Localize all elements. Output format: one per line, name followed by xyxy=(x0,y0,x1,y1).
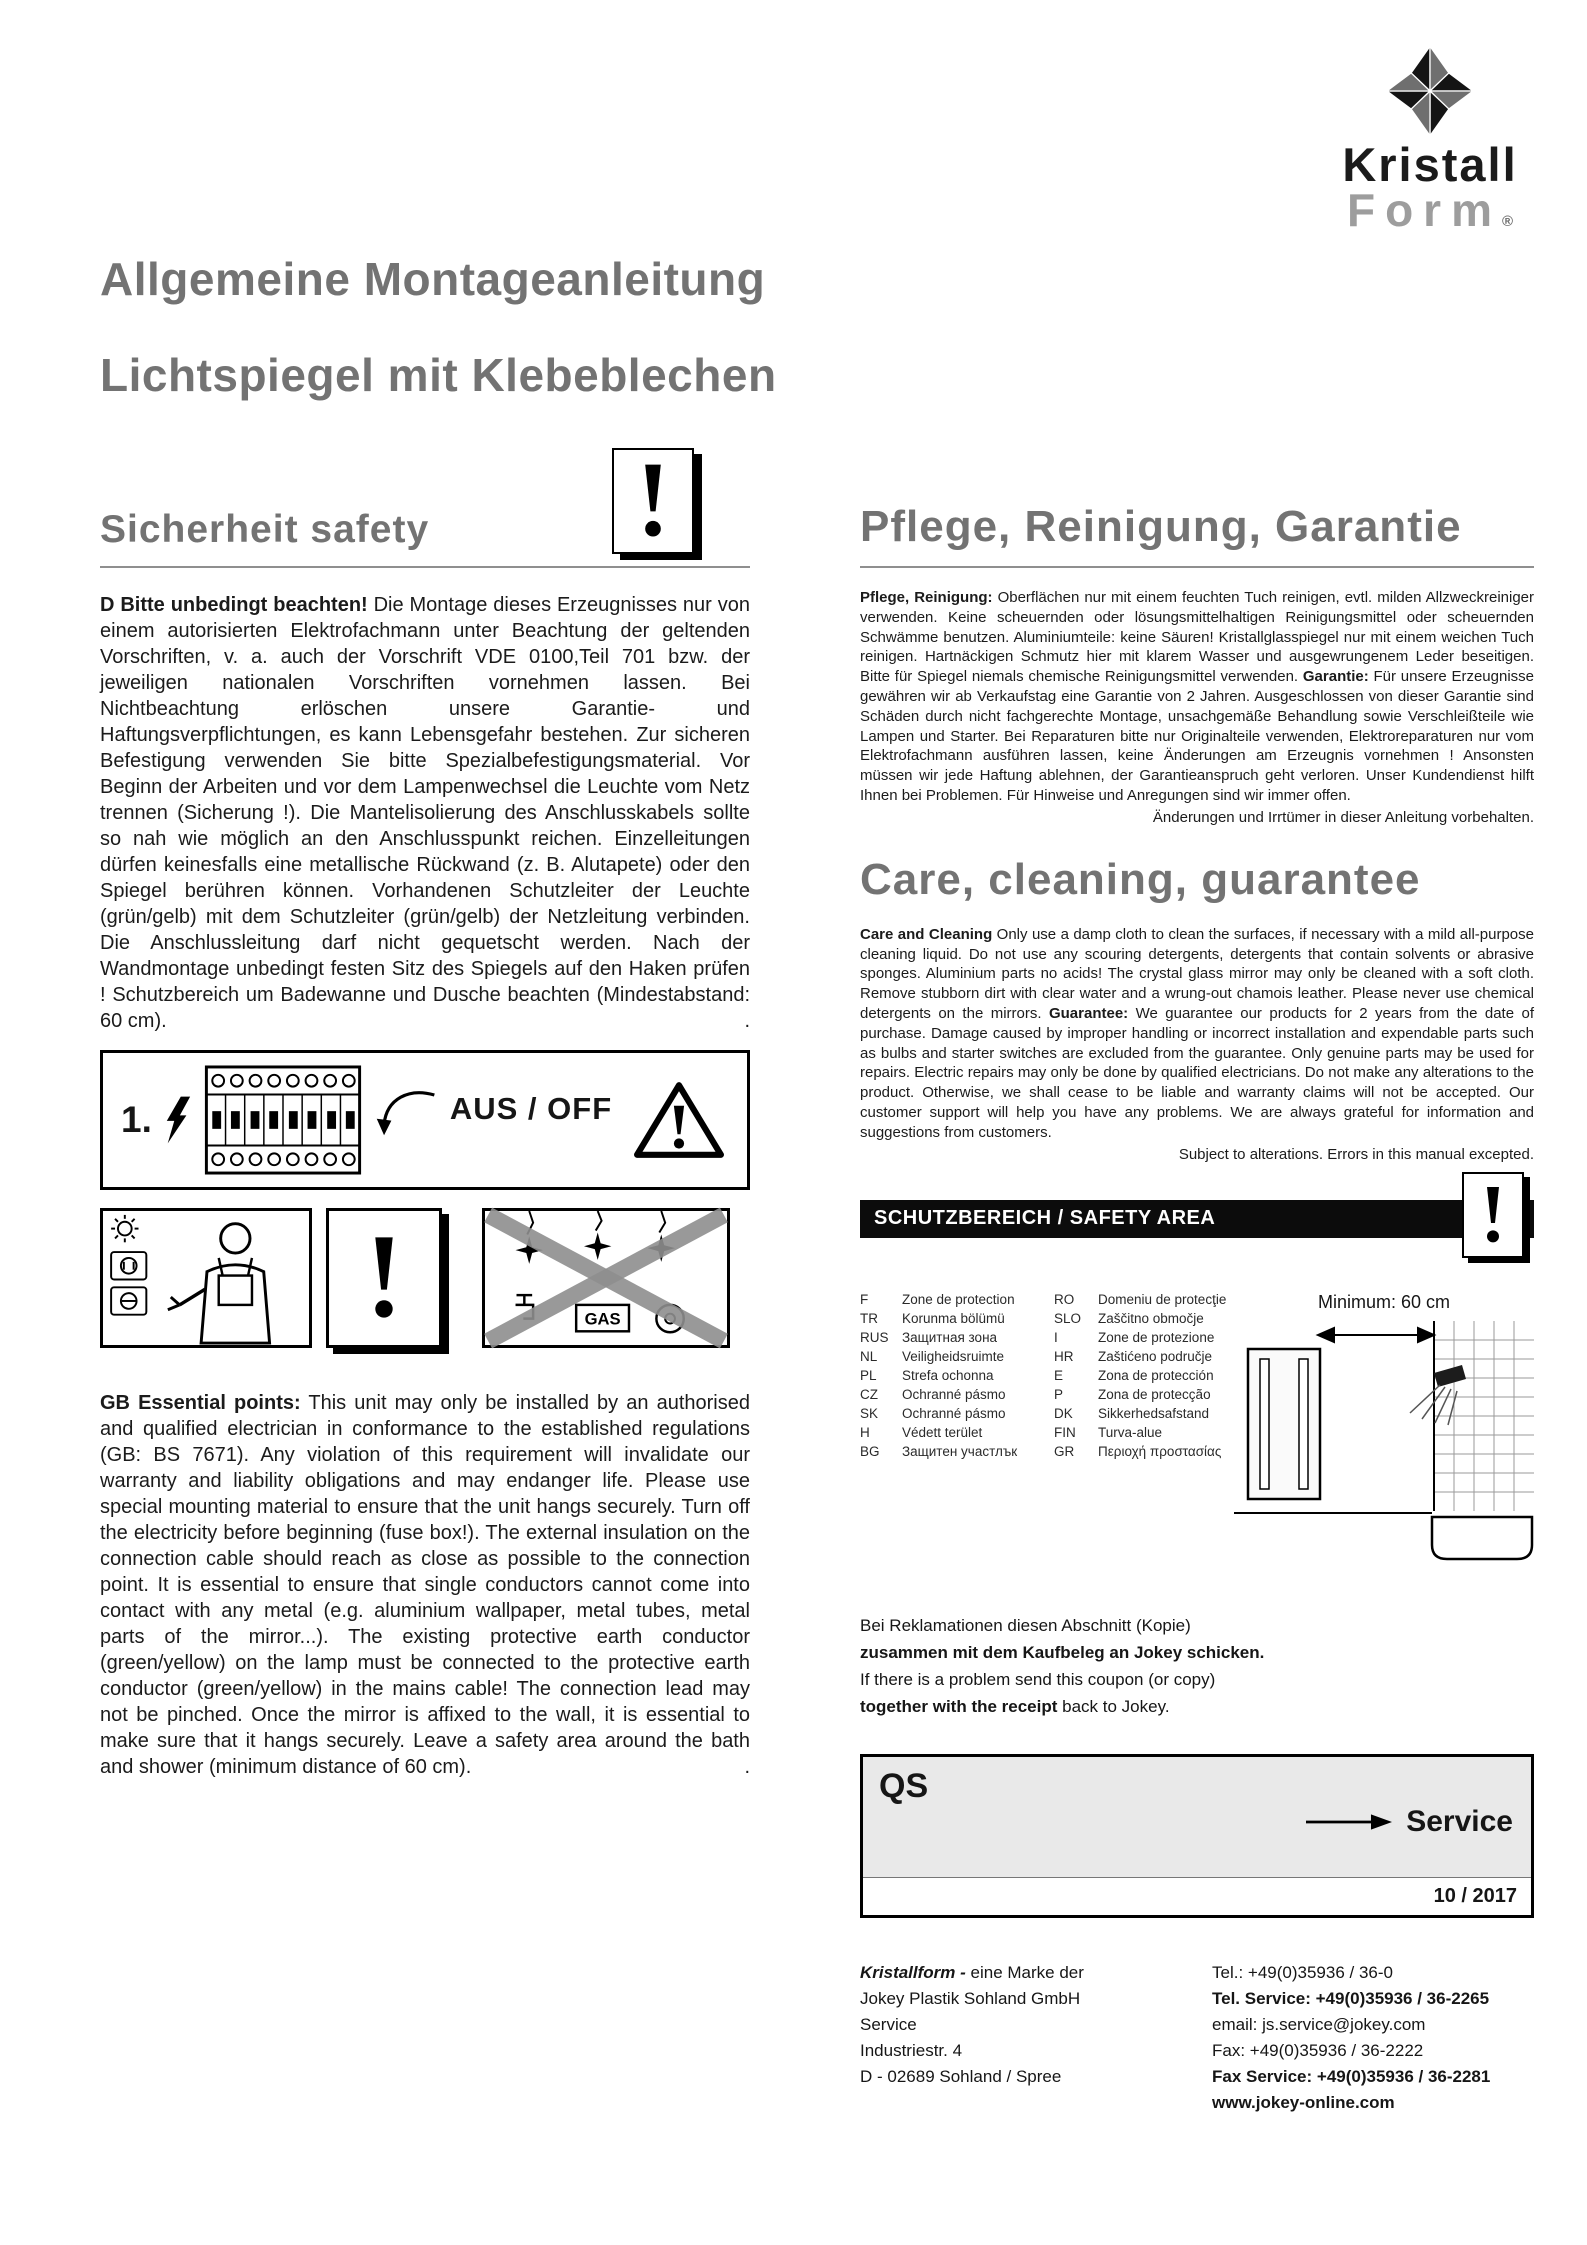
safety-area-language-table xyxy=(860,1292,1230,1566)
reclamation-line-rest: back to Jokey. xyxy=(1057,1696,1170,1716)
lang-code: P xyxy=(1054,1386,1064,1402)
document-titles xyxy=(100,252,777,402)
lang-label: Zone de protezione xyxy=(1098,1329,1215,1345)
lang-code: CZ xyxy=(860,1386,878,1402)
content-columns xyxy=(100,468,1534,2116)
curved-arrow-icon xyxy=(374,1085,438,1137)
reclamation-line: Bei Reklamationen diesen Abschnitt (Kopie) xyxy=(860,1615,1191,1635)
right-column xyxy=(860,468,1534,2116)
lang-label: Védett terület xyxy=(902,1424,983,1440)
lang-code: GR xyxy=(1054,1443,1075,1459)
company-address xyxy=(860,1960,1212,2116)
lang-label: Ochranné pásmo xyxy=(902,1405,1006,1421)
safety-pictogram-row xyxy=(100,1208,750,1348)
safety-area-diagram xyxy=(1234,1321,1534,1561)
trailing-period: . xyxy=(744,1756,750,1778)
mirror-shape xyxy=(1248,1349,1320,1499)
reclamation-line: If there is a problem send this coupon (or copy) xyxy=(860,1669,1216,1689)
exclamation-glyph xyxy=(1473,1182,1513,1248)
right-arrow-icon xyxy=(1306,1810,1392,1834)
lang-code: FIN xyxy=(1054,1424,1076,1440)
exclamation-glyph xyxy=(355,1230,413,1326)
lang-code: SLO xyxy=(1054,1310,1082,1326)
lang-code: RO xyxy=(1054,1291,1075,1307)
garantie-lead: Garantie: xyxy=(1302,668,1369,686)
address-line: Industriestr. 4 xyxy=(860,2040,963,2060)
electrician-figure xyxy=(103,1211,309,1345)
lang-label: Turva-alue xyxy=(1098,1424,1163,1440)
reclamation-line-bold: zusammen mit dem Kaufbeleg an Jokey schicken. xyxy=(860,1642,1265,1662)
lang-label: Zaštićeno područje xyxy=(1098,1348,1213,1364)
logo-form-word: Form xyxy=(1346,184,1502,236)
lang-code: E xyxy=(1054,1367,1064,1383)
lang-label: Domeniu de protecţie xyxy=(1098,1291,1227,1307)
lang-label: Защитен участлък xyxy=(902,1443,1018,1459)
kristallform-logo xyxy=(1310,46,1550,246)
lang-label: Ochranné pásmo xyxy=(902,1386,1006,1402)
forbidden-connections-figure xyxy=(485,1211,727,1345)
lang-label: Strefa ochonna xyxy=(902,1367,994,1383)
brand-rest: eine Marke der xyxy=(965,1962,1084,1982)
lang-code: RUS xyxy=(860,1329,889,1345)
lang-code: F xyxy=(860,1291,869,1307)
lightning-bolt-icon xyxy=(164,1096,192,1144)
pflege-lead: Pflege, Reinigung: xyxy=(860,589,993,606)
left-column xyxy=(100,468,750,2116)
qs-service-coupon xyxy=(860,1754,1534,1918)
brand-line xyxy=(860,1960,1212,1986)
gb-safety-lead: GB Essential points: xyxy=(100,1392,301,1414)
aus-off-label: AUS / OFF xyxy=(449,1091,613,1126)
safety-heading: Sicherheit safety xyxy=(100,508,430,551)
logo-kristall-text: Kristall xyxy=(1342,138,1518,191)
safety-area-section xyxy=(860,1292,1534,1566)
de-safety-paragraph xyxy=(100,592,750,1034)
logo-form-text xyxy=(1310,186,1550,246)
qs-service-label: Service xyxy=(1406,1804,1513,1838)
lang-code: H xyxy=(860,1424,870,1440)
qs-coupon-top xyxy=(863,1757,1531,1877)
website-text: www.jokey-online.com xyxy=(1212,2092,1395,2112)
care-lead: Care and Cleaning xyxy=(860,925,993,943)
lang-code: PL xyxy=(860,1367,877,1383)
pflege-paragraph xyxy=(860,588,1534,806)
forbidden-connections-pictogram xyxy=(482,1208,730,1348)
contact-line: Tel. Service: +49(0)35936 / 36-2265 xyxy=(1212,1988,1490,2008)
address-line: Service xyxy=(860,2014,917,2034)
contact-info xyxy=(1212,1960,1534,2116)
reclamation-line xyxy=(860,1693,1534,1720)
tile-grid xyxy=(1434,1321,1534,1511)
qs-service-group xyxy=(1306,1767,1513,1877)
de-safety-lead: D Bitte unbedingt beachten! xyxy=(100,594,368,616)
pflege-body1: Oberflächen nur mit einem feuchten Tuch reinigen, evtl. milden Allzweckreiniger verwenden. Keine scheuernden oder lösungsmittelhaltigen Reinigungsmittel oder scheuernden Schwämme benutzen. Aluminiumteile: keine Säuren! Kristallglasspiegel nur mit einem weichen Tuch reinigen. Hartnäckigen Schmutz hier mit klarem Wasser und ausgewrungenem Leder beseitigen. Bitte für Spiegel niemals chemische Reinigungsmittel verwenden. xyxy=(860,589,1535,686)
contact-line: Fax: +49(0)35936 / 36-2222 xyxy=(1212,2040,1424,2060)
lang-code: HR xyxy=(1054,1348,1074,1364)
lang-label: Veiligheidsruimte xyxy=(902,1348,1005,1364)
trailing-period: . xyxy=(744,1010,750,1032)
contact-line: email: js.service@jokey.com xyxy=(1212,2014,1426,2034)
lang-code: I xyxy=(1054,1329,1058,1345)
lang-label: Korunma bölümü xyxy=(902,1310,1005,1326)
lang-label: Περιοχή προστασίας xyxy=(1098,1443,1222,1459)
address-line: D - 02689 Sohland / Spree xyxy=(860,2066,1062,2086)
care-note: Subject to alterations. Errors in this manual excepted. xyxy=(1178,1145,1534,1163)
care-body2: We guarantee our products for 2 years from the date of purchase. Damage caused by improper handling or incorrect installation and expendable parts such as bulbs and starter switches are excluded from the guarantee. Only genuine parts may be used for repairs. Electric repairs may only be done by qualified electricians. Do not make any alterations to the product. Otherwise, we shall cease to be liable and warranty claims will not be accepted. Our customer support will help you have any problems. We are always grateful for information and suggestions from customers. xyxy=(860,1004,1534,1141)
address-line: Jokey Plastik Sohland GmbH xyxy=(860,1988,1081,2008)
qs-label: QS xyxy=(879,1766,929,1805)
fuse-box-pictogram xyxy=(204,1065,362,1175)
reclamation-line-bold: together with the receipt xyxy=(860,1696,1058,1716)
minimum-distance-label: Minimum: 60 cm xyxy=(1317,1291,1451,1312)
step-number: 1. xyxy=(121,1099,152,1140)
lang-label: Zona de protecção xyxy=(1098,1386,1211,1402)
bathtub-shape xyxy=(1432,1517,1532,1559)
qs-coupon-date-strip xyxy=(863,1877,1531,1915)
pflege-heading: Pflege, Reinigung, Garantie xyxy=(860,502,1462,551)
pflege-note: Änderungen und Irrtümer in dieser Anleitung vorbehalten. xyxy=(1152,808,1534,826)
lang-code: SK xyxy=(860,1405,879,1421)
gas-label: GAS xyxy=(584,1309,621,1329)
care-heading: Care, cleaning, guarantee xyxy=(860,854,1421,904)
safety-area-diagram-block xyxy=(1234,1292,1534,1566)
lang-code: TR xyxy=(860,1310,878,1326)
shower-head-shape xyxy=(1434,1365,1466,1387)
safety-heading-block xyxy=(100,468,750,568)
contact-line: Fax Service: +49(0)35936 / 36-2281 xyxy=(1212,2066,1491,2086)
lang-code: BG xyxy=(860,1443,880,1459)
lang-label: Zona de protección xyxy=(1098,1367,1214,1383)
care-paragraph xyxy=(860,925,1534,1143)
pflege-body2: Für unsere Erzeugnisse gewähren wir ab Verkaufstag eine Garantie von 2 Jahren. Ausgeschlossen von dieser Garantie sind Schäden durch nicht fachgerechte Montage, unsachgemäße Behandlung sowie Verschleißteile wie Lampen und Starter. Bei Reparaturen bitte nur Originalteile verwenden, Elektroreparaturen nur vom Elektrofachmann ausführen lassen, keine Änderungen am Erzeugnis vornehmen ! Ansonsten müssen wir jede Haftung ablehnen, der Garantieanspruch geht verloren. Unser Kundendienst hilft Ihnen bei Problemen. Für Hinweise und Anregungen sind wir immer offen. xyxy=(860,668,1534,804)
power-off-step-diagram xyxy=(100,1050,750,1190)
lang-code: NL xyxy=(860,1348,878,1364)
warning-exclamation-icon xyxy=(1462,1172,1524,1258)
reclamation-line xyxy=(860,1639,1534,1666)
page-title-line2: Lichtspiegel mit Klebeblechen xyxy=(100,349,777,401)
footer xyxy=(860,1960,1534,2116)
brand-name: Kristallform - xyxy=(860,1962,966,1982)
lang-label: Zaščitno območje xyxy=(1098,1310,1204,1326)
registered-mark: ® xyxy=(1501,213,1514,230)
warning-exclamation-icon xyxy=(612,448,694,554)
pflege-heading-block xyxy=(860,468,1534,568)
lang-code: DK xyxy=(1054,1405,1073,1421)
guarantee-lead: Guarantee: xyxy=(1048,1004,1129,1022)
safety-area-bar-label: SCHUTZBEREICH / SAFETY AREA xyxy=(874,1207,1216,1230)
lang-label: Zone de protection xyxy=(902,1291,1015,1307)
warning-triangle-icon xyxy=(633,1079,725,1161)
electrician-pictogram xyxy=(100,1208,312,1348)
lang-label: Защитная зона xyxy=(902,1329,998,1345)
exclamation-pictogram xyxy=(326,1208,442,1348)
de-safety-body: Die Montage dieses Erzeugnisses nur von einem autorisierten Elektrofachmann unter Beachtung der geltenden Vorschriften, v. a. auch der Vorschrift VDE 0100,Teil 701 bzw. der jeweiligen nationalen Vorschriften vornehmen lassen. Bei Nichtbeachtung erlöschen unsere Garantie- und Haftungsverpflichtungen, es kann Lebensgefahr bestehen. Zur sicheren Befestigung verwenden Sie bitte Spezialbefestigungsmaterial. Vor Beginn der Arbeiten und vor dem Lampenwechsel die Leuchte vom Netz trennen (Sicherung !). Die Mantelisolierung des Anschlusskabels sollte so nah wie möglich an den Anschlusspunkt reichen. Einzelleitungen dürfen keinesfalls eine metallische Rückwand (z. B. Alutapete) oder den Spiegel berühren können. Vorhandenen Schutzleiter der Leuchte (grün/gelb) mit dem Schutzleiter (grün/gelb) der Netzleitung verbinden. Die Anschlussleitung darf nicht gequetscht werden. Nach der Wandmontage unbedingt festen Sitz des Spiegels auf den Haken prüfen ! Schutzbereich um Badewanne und Dusche beachten (Mindestabstand: 60 cm). xyxy=(100,594,750,1032)
lang-label: Sikkerhedsafstand xyxy=(1098,1405,1210,1421)
contact-line: Tel.: +49(0)35936 / 36-0 xyxy=(1212,1962,1393,1982)
gb-safety-paragraph xyxy=(100,1390,750,1780)
gb-safety-body: This unit may only be installed by an authorised and qualified electrician in conformance to the established regulations (GB: BS 7671). Any violation of this requirement will invalidate our warranty and liability obligations and may endanger life. Please use special mounting material to ensure that the unit hangs securely. Turn off the electricity before beginning (fuse box!). The external insulation on the connection cable should reach as close as possible to the connection point. It is essential to ensure that single conductors cannot come into contact with any metal (e.g. aluminium wallpaper, metal tubes, metal parts of the mirror...). The existing protective earth conductor (green/yellow) on the lamp must be connected to the protective earth conductor (green/yellow) in the mains cable! The connection lead may not be pinched. Once the mirror is affixed to the wall, it is essential to make sure that it hangs securely. Leave a safety area around the bath and shower (minimum distance of 60 cm). xyxy=(100,1392,750,1778)
exclamation-glyph xyxy=(627,459,679,543)
coupon-date: 10 / 2017 xyxy=(1433,1884,1517,1907)
safety-area-bar xyxy=(860,1200,1534,1238)
page-title-line1: Allgemeine Montageanleitung xyxy=(100,253,766,305)
reclamation-note xyxy=(860,1612,1534,1720)
care-body1: Only use a damp cloth to clean the surfaces, if necessary with a mild all-purpose cleaning liquid. Do not use any scouring detergents, detergents that contain solvents or abrasive sponges. Aluminium parts no acids! The crystal glass mirror may only be cleaned with a soft cloth. Remove stubborn dirt with clear water and a wrung-out chamois leather. Please never use chemical detergents on the mirrors. xyxy=(860,925,1534,1022)
kristallform-diamond-icon xyxy=(1387,46,1473,136)
